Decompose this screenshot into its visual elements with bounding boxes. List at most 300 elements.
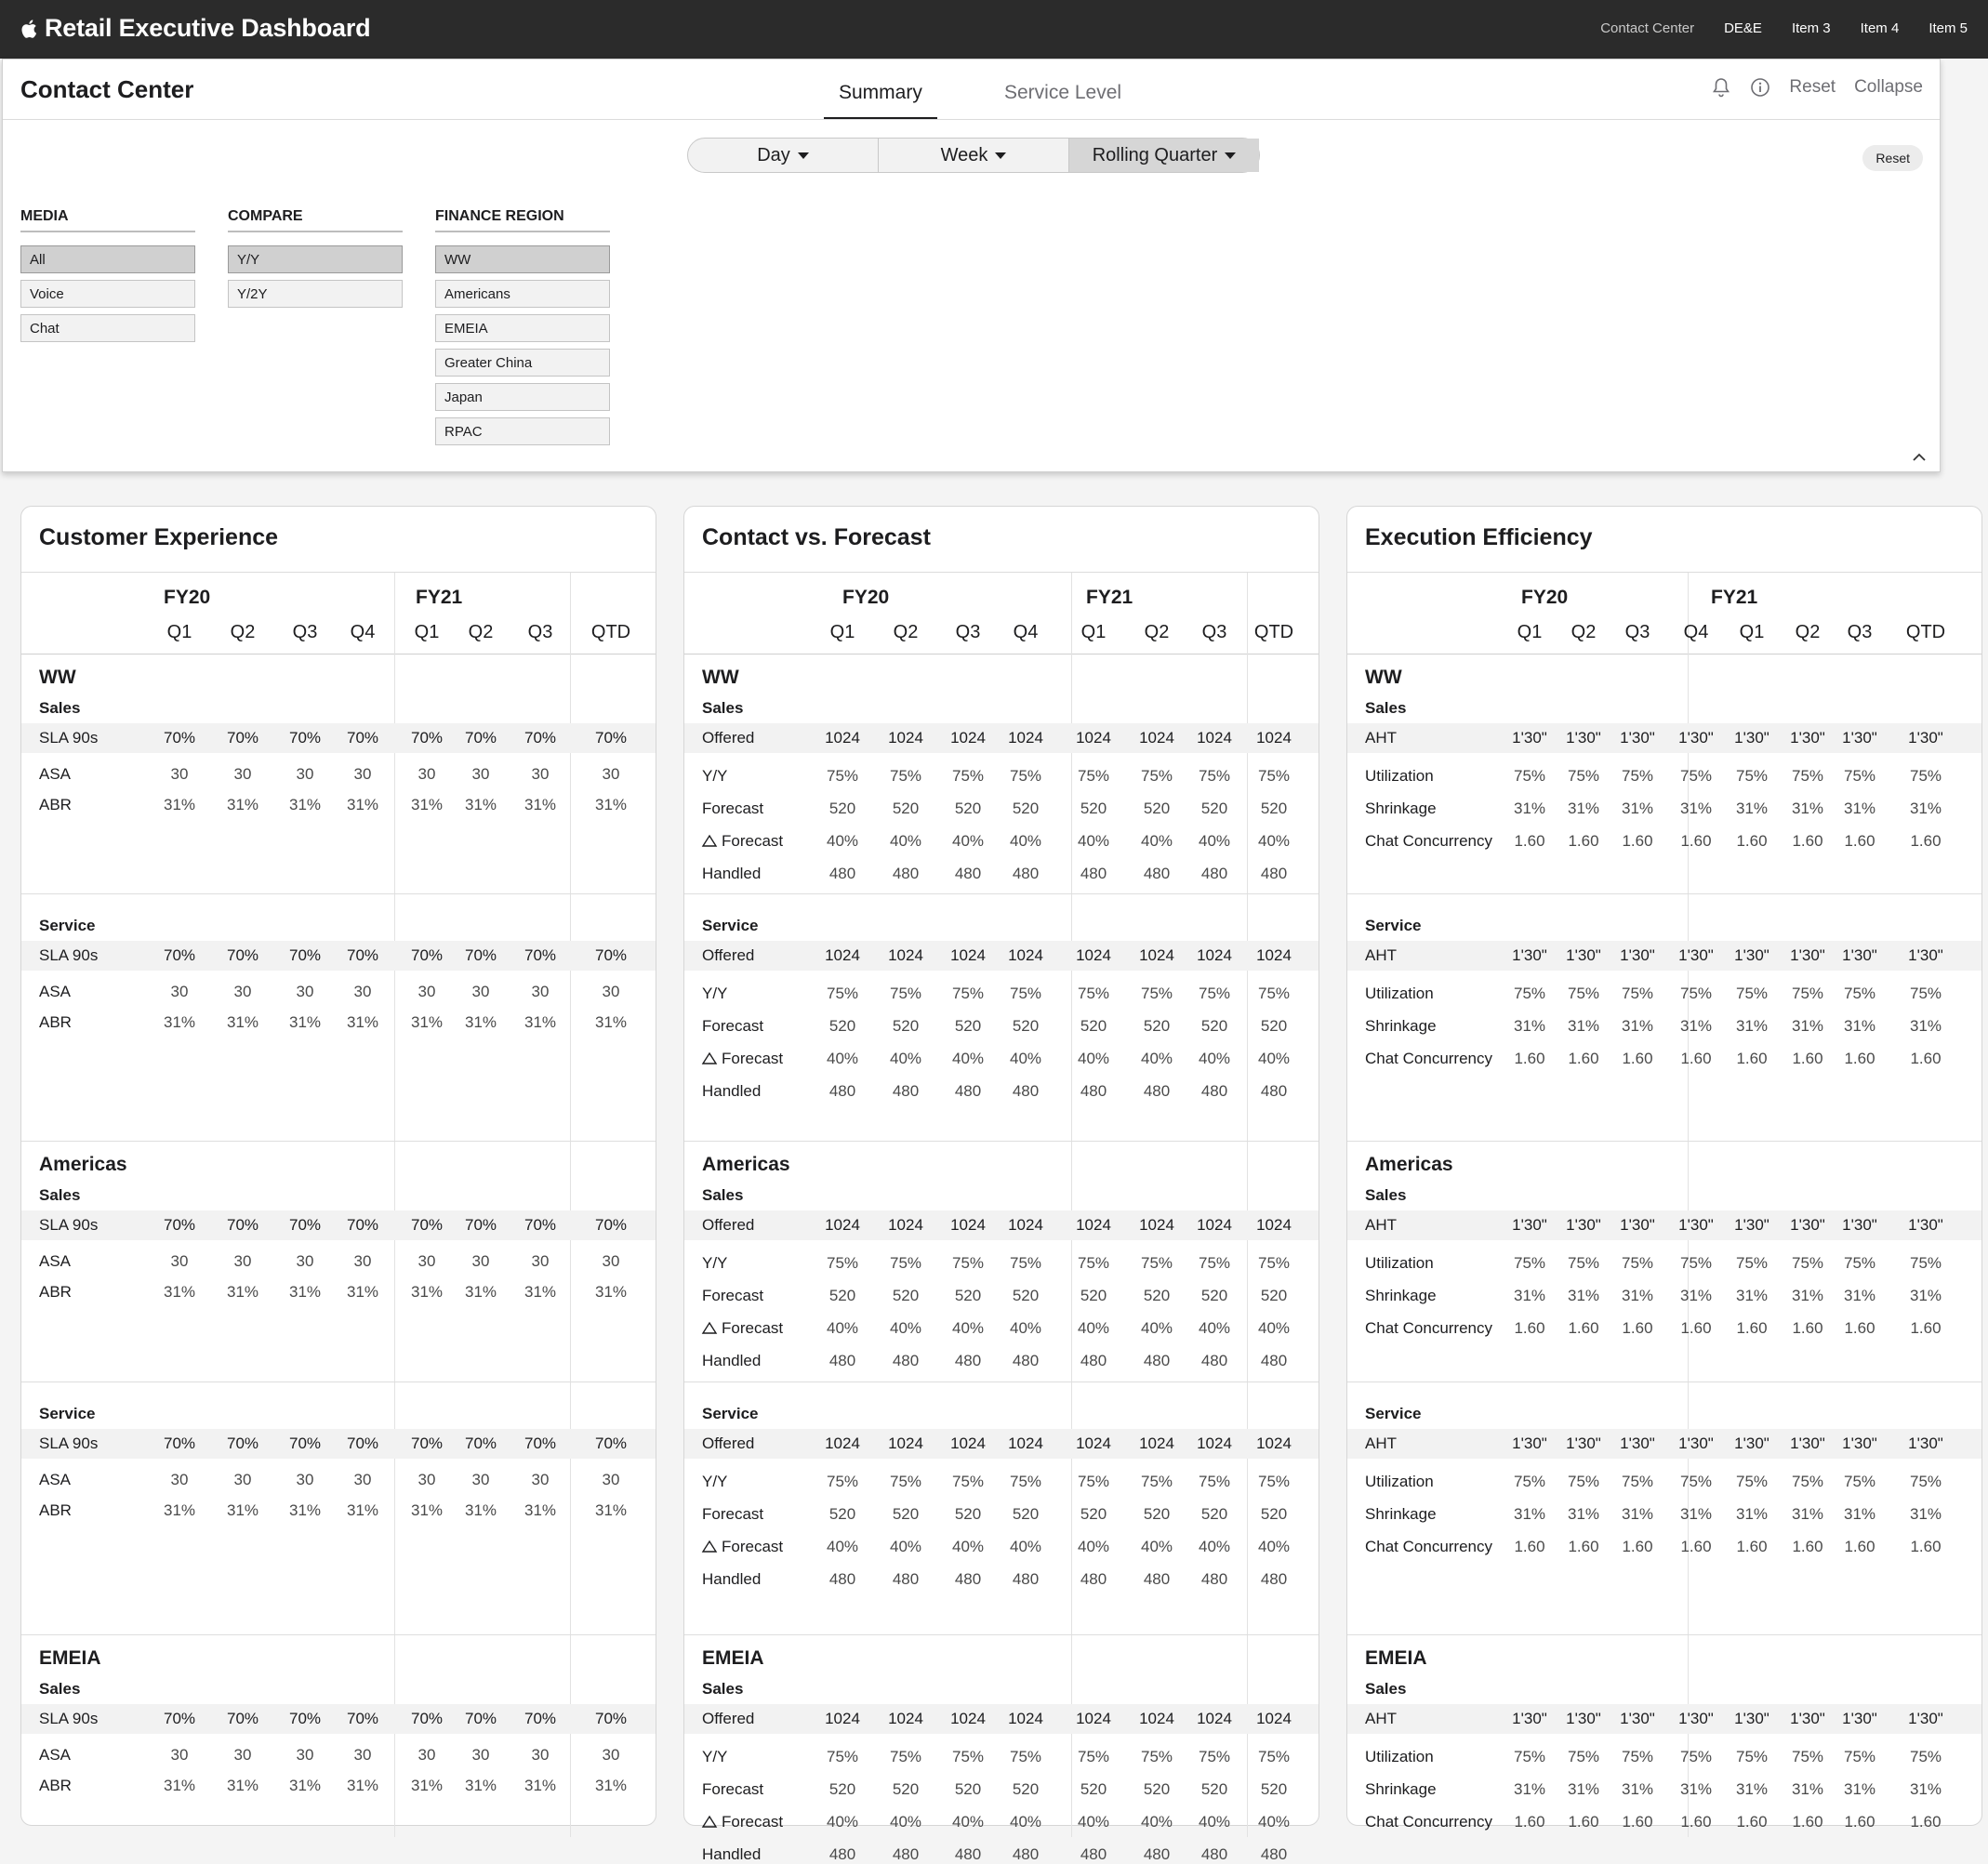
row-label: Handled [702,1570,762,1588]
reset-button[interactable]: Reset [1862,145,1923,171]
table-cell: 75% [1257,767,1291,785]
row-label: Handled [702,865,762,882]
row-label: Utilization [1365,1473,1434,1490]
table-cell: 30 [170,765,189,783]
filter-option[interactable]: Japan [435,383,610,411]
table-cell: 520 [892,1017,920,1035]
collapse-link[interactable]: Collapse [1854,77,1923,97]
table-cell: 31% [1909,1287,1942,1304]
table-cell: 1.60 [1792,1813,1823,1831]
delta-icon [702,835,717,847]
table-cell: 520 [1143,1287,1171,1304]
table-cell: 1024 [1256,1434,1292,1452]
table-cell: 520 [1260,1287,1288,1304]
table-cell: 1'30" [1842,1710,1877,1727]
table-cell: 75% [1009,1748,1042,1765]
row-label: Offered [702,1434,755,1452]
period-week[interactable] [879,139,1069,172]
table-cell: 1024 [1076,1216,1111,1234]
section-divider [1347,1634,1981,1635]
quarter-header: Q2 [1795,622,1821,642]
table-cell: 1024 [888,1710,923,1727]
table-cell: 31% [524,1501,557,1519]
subsection-heading: Sales [1365,1186,1407,1204]
apple-logo-icon [20,19,37,39]
table-cell: 30 [602,765,620,783]
table-cell: 30 [417,1471,436,1488]
table-cell: 1.60 [1844,832,1875,850]
table-cell: 1'30" [1790,1216,1825,1234]
filter-option[interactable]: Chat [20,314,195,342]
table-cell: 31% [1567,800,1600,817]
table-cell: 31% [346,796,379,813]
quarter-header: QTD [1253,622,1294,642]
table-cell: 1'30" [1512,1434,1547,1452]
table-cell: 1'30" [1512,1216,1547,1234]
table-cell: 480 [1200,1570,1228,1588]
row-label: ASA [39,1252,72,1270]
table-cell: 75% [1735,1473,1769,1490]
row-label: Offered [702,1216,755,1234]
nav-item-5[interactable]: Item 5 [1928,20,1968,36]
table-cell: 1024 [950,1216,986,1234]
table-cell: 520 [1143,1505,1171,1523]
table-cell: 31% [1843,1287,1876,1304]
table-cell: 520 [1200,800,1228,817]
table-cell: 520 [1260,1017,1288,1035]
table-cell: 70% [410,1710,444,1727]
table-cell: 31% [524,796,557,813]
table-cell: 520 [1012,1017,1040,1035]
table-cell: 520 [828,1780,856,1798]
table-cell: 40% [1077,1538,1110,1555]
table-cell: 75% [1513,1473,1546,1490]
nav-item-3[interactable]: Item 3 [1791,20,1831,36]
quarter-header: Q1 [1517,622,1543,642]
table-cell: 520 [1200,1017,1228,1035]
table-cell: 520 [954,1505,982,1523]
subsection-heading: Service [1365,917,1422,934]
table-cell: 40% [1198,1538,1231,1555]
table-cell: 1024 [1139,729,1174,747]
table-cell: 75% [1735,767,1769,785]
table-cell: 75% [951,985,985,1002]
table-cell: 40% [1077,1813,1110,1831]
table-cell: 1.60 [1844,1538,1875,1555]
table-cell: 30 [417,983,436,1000]
table-cell: 1024 [1256,1710,1292,1727]
table-cell: 31% [1791,1505,1824,1523]
tab-service-level[interactable]: Service Level [1004,82,1122,103]
table-cell: 70% [163,1216,196,1234]
table-cell: 30 [170,1252,189,1270]
row-label: Offered [702,946,755,964]
table-cell: 480 [1143,1352,1171,1369]
table-cell: 31% [1735,1505,1769,1523]
row-label: Chat Concurrency [1365,832,1493,850]
row-label: Utilization [1365,985,1434,1002]
table-cell: 1024 [1008,1434,1043,1452]
table-cell: 1024 [888,1216,923,1234]
table-cell: 40% [951,1538,985,1555]
row-label [702,1319,783,1338]
row-label: Shrinkage [1365,1017,1437,1035]
table-cell: 40% [1009,1538,1042,1555]
page-title: Contact Center [20,75,194,103]
table-cell: 31% [288,1501,322,1519]
table-cell: 1024 [1076,729,1111,747]
table-cell: 40% [1009,1050,1042,1067]
table-cell: 30 [531,1471,550,1488]
table-cell: 30 [471,1746,490,1764]
table-cell: 70% [226,1216,259,1234]
table-cell: 480 [954,1570,982,1588]
bell-icon[interactable] [1711,77,1731,98]
table-cell: 1'30" [1790,1434,1825,1452]
row-label: ABR [39,1283,72,1301]
table-cell: 75% [1621,767,1654,785]
table-cell: 1'30" [1620,946,1655,964]
top-nav [1571,20,1968,36]
table-cell: 30 [233,1746,252,1764]
table-cell: 75% [889,1473,922,1490]
table-cell: 1'30" [1908,1434,1943,1452]
table-cell: 1'30" [1620,1434,1655,1452]
card-customer-experience [20,506,656,1826]
table-cell: 1024 [1197,946,1232,964]
table-cell: 31% [288,1777,322,1794]
table-cell: 70% [594,729,628,747]
table-cell: 31% [1735,1017,1769,1035]
table-cell: 480 [1012,1352,1040,1369]
nav-item-dee[interactable]: DE&E [1724,20,1762,36]
quarter-header: Q3 [1847,622,1873,642]
table-cell: 1.60 [1568,832,1599,850]
table-cell: 70% [226,946,259,964]
quarter-header: Q2 [230,622,256,642]
table-cell: 1'30" [1908,946,1943,964]
table-cell: 31% [226,796,259,813]
subsection-heading: Sales [39,699,81,717]
table-cell: 1024 [950,1710,986,1727]
table-cell: 480 [1260,1352,1288,1369]
table-cell: 70% [288,946,322,964]
table-cell: 75% [1621,1473,1654,1490]
row-label: Y/Y [702,1748,728,1765]
row-label: Forecast [702,1287,764,1304]
period-selector [687,138,1260,173]
table-cell: 480 [1012,1082,1040,1100]
table-cell: 1024 [1256,1216,1292,1234]
table-cell: 30 [353,1471,372,1488]
table-cell: 520 [1080,1780,1107,1798]
filter-option[interactable]: Greater China [435,349,610,377]
reset-link[interactable]: Reset [1789,77,1836,97]
row-label: Shrinkage [1365,800,1437,817]
table-cell: 1.60 [1622,1538,1653,1555]
table-cell: 70% [410,1434,444,1452]
table-cell: 1024 [1008,946,1043,964]
table-cell: 30 [233,983,252,1000]
section-divider [21,1381,656,1382]
subsection-heading: Service [39,917,96,934]
table-cell: 30 [353,765,372,783]
table-cell: 30 [353,1252,372,1270]
card-title: Customer Experience [39,524,279,550]
table-cell: 480 [828,1082,856,1100]
filter-option[interactable]: EMEIA [435,314,610,342]
subsection-heading: Service [702,917,759,934]
quarter-header: Q1 [1739,622,1765,642]
table-cell: 1'30" [1908,1710,1943,1727]
table-cell: 75% [826,1748,859,1765]
table-cell: 40% [1077,832,1110,850]
filter-option[interactable]: All [20,245,195,273]
table-cell: 520 [1080,800,1107,817]
table-cell: 480 [1080,1082,1107,1100]
row-label: Chat Concurrency [1365,1538,1493,1555]
table-cell: 520 [892,800,920,817]
section-divider [684,1381,1319,1382]
chevron-up-icon[interactable] [1912,451,1925,464]
table-cell: 1024 [1139,1216,1174,1234]
table-cell: 31% [410,1501,444,1519]
filter-option[interactable]: Y/Y [228,245,403,273]
table-cell: 70% [288,1710,322,1727]
table-cell: 75% [1909,1748,1942,1765]
table-cell: 31% [594,1013,628,1031]
row-label: Shrinkage [1365,1287,1437,1304]
table-cell: 1024 [825,1710,860,1727]
row-label: Offered [702,729,755,747]
table-cell: 520 [1012,1287,1040,1304]
table-cell: 40% [1140,1813,1173,1831]
table-cell: 520 [954,800,982,817]
table-cell: 30 [471,983,490,1000]
table-cell: 1024 [1008,729,1043,747]
caret-down-icon [798,152,809,159]
table-cell: 75% [1735,1748,1769,1765]
row-label: Forecast [702,800,764,817]
caret-down-icon [995,152,1006,159]
table-cell: 1024 [950,946,986,964]
table-cell: 31% [1567,1017,1600,1035]
table-cell: 1024 [825,1434,860,1452]
table-cell: 1.60 [1680,1538,1712,1555]
table-cell: 75% [1909,985,1942,1002]
table-cell: 31% [1735,1780,1769,1798]
table-cell: 75% [1198,985,1231,1002]
table-cell: 1.60 [1514,1813,1545,1831]
table-cell: 31% [288,1283,322,1301]
card-title: Execution Efficiency [1365,524,1593,550]
table-cell: 70% [594,946,628,964]
quarter-header: Q2 [468,622,494,642]
table-cell: 480 [1012,1570,1040,1588]
period-rolling-quarter[interactable] [1069,139,1259,172]
table-cell: 1024 [1076,1710,1111,1727]
table-cell: 31% [1791,1287,1824,1304]
table-cell: 480 [892,865,920,882]
table-cell: 31% [346,1777,379,1794]
row-label-text: Forecast [722,1050,784,1067]
row-label: Utilization [1365,767,1434,785]
table-cell: 75% [1513,1254,1546,1272]
table-cell: 1024 [1139,946,1174,964]
table-cell: 31% [1791,800,1824,817]
table-cell: 520 [1080,1505,1107,1523]
table-cell: 1.60 [1622,1813,1653,1831]
table-cell: 480 [1200,1845,1228,1863]
table-cell: 31% [226,1283,259,1301]
filter-label: FINANCE REGION [435,208,610,232]
table-cell: 75% [1843,1748,1876,1765]
table-cell: 30 [296,1252,314,1270]
info-icon[interactable] [1750,77,1770,98]
table-cell: 480 [828,1570,856,1588]
table-cell: 40% [1140,832,1173,850]
filter-option[interactable]: Americans [435,280,610,308]
table-cell: 1'30" [1566,729,1601,747]
table-cell: 1.60 [1680,1813,1712,1831]
brand[interactable] [20,14,370,43]
section-divider [1347,893,1981,894]
table-cell: 520 [1260,800,1288,817]
filter-option[interactable]: WW [435,245,610,273]
region-heading: WW [39,667,76,688]
tab-summary[interactable]: Summary [839,82,922,103]
quarter-header: Q2 [1144,622,1170,642]
region-heading: WW [702,667,739,688]
table-cell: 70% [163,729,196,747]
nav-item-contact-center[interactable]: Contact Center [1600,20,1695,36]
table-cell: 70% [524,946,557,964]
table-cell: 40% [951,832,985,850]
row-label: Forecast [702,1017,764,1035]
row-label: AHT [1365,729,1397,747]
divider [1347,572,1981,573]
filter-option[interactable]: RPAC [435,417,610,445]
table-cell: 70% [594,1216,628,1234]
table-cell: 1.60 [1622,1319,1653,1337]
quarter-header: Q1 [414,622,440,642]
table-cell: 70% [524,729,557,747]
table-cell: 1'30" [1790,729,1825,747]
table-cell: 1.60 [1910,832,1942,850]
table-cell: 31% [163,1501,196,1519]
nav-item-4[interactable]: Item 4 [1860,20,1900,36]
table-cell: 30 [531,765,550,783]
table-cell: 75% [1679,1748,1713,1765]
filter-compare [228,208,403,314]
table-cell: 40% [1009,832,1042,850]
fiscal-year-header: FY21 [1086,587,1133,608]
table-cell: 30 [170,1746,189,1764]
table-cell: 75% [1140,1254,1173,1272]
period-day[interactable] [688,139,879,172]
table-cell: 75% [1140,767,1173,785]
table-cell: 40% [889,1050,922,1067]
table-cell: 75% [1621,1254,1654,1272]
table-cell: 31% [1621,1780,1654,1798]
table-cell: 75% [1077,767,1110,785]
row-label: ASA [39,765,72,783]
table-cell: 480 [1200,865,1228,882]
table-cell: 480 [1012,1845,1040,1863]
table-cell: 70% [346,1216,379,1234]
row-label: Chat Concurrency [1365,1050,1493,1067]
table-cell: 520 [1143,1780,1171,1798]
row-label: SLA 90s [39,1216,99,1234]
table-cell: 1.60 [1910,1538,1942,1555]
quarter-header: QTD [590,622,631,642]
divider [21,572,656,573]
table-cell: 75% [1567,985,1600,1002]
filter-option[interactable]: Y/2Y [228,280,403,308]
filter-option[interactable]: Voice [20,280,195,308]
table-cell: 75% [1791,1473,1824,1490]
table-cell: 40% [889,1813,922,1831]
table-cell: 31% [1621,800,1654,817]
table-cell: 70% [524,1434,557,1452]
table-cell: 1024 [1197,729,1232,747]
table-cell: 75% [1909,1254,1942,1272]
filter-finance-region [435,208,610,452]
table-cell: 40% [1257,832,1291,850]
table-cell: 1'30" [1678,1710,1714,1727]
table-cell: 1'30" [1566,1434,1601,1452]
table-cell: 31% [226,1013,259,1031]
table-cell: 1'30" [1908,729,1943,747]
row-label: Handled [702,1845,762,1863]
row-label: SLA 90s [39,1710,99,1727]
table-cell: 75% [1909,767,1942,785]
table-cell: 31% [163,1283,196,1301]
table-cell: 40% [1198,832,1231,850]
table-cell: 70% [226,1434,259,1452]
quarter-header: Q4 [350,622,376,642]
column-divider [570,573,571,1837]
table-cell: 75% [1077,1748,1110,1765]
caret-down-icon [1225,152,1236,159]
row-label: Y/Y [702,1254,728,1272]
table-cell: 75% [1791,985,1824,1002]
table-cell: 31% [1791,1780,1824,1798]
row-label: Shrinkage [1365,1505,1437,1523]
subsection-heading: Sales [39,1186,81,1204]
quarter-header: Q3 [292,622,318,642]
subsection-heading: Sales [702,699,744,717]
table-cell: 520 [1200,1287,1228,1304]
table-cell: 1024 [1076,1434,1111,1452]
table-cell: 1.60 [1844,1813,1875,1831]
period-day-label: Day [757,144,790,165]
table-cell: 31% [1909,1780,1942,1798]
table-cell: 31% [1621,1017,1654,1035]
table-cell: 75% [1257,985,1291,1002]
quarter-header: Q3 [527,622,553,642]
table-cell: 75% [1621,985,1654,1002]
row-label: SLA 90s [39,946,99,964]
table-cell: 480 [1260,1082,1288,1100]
table-cell: 75% [1567,1748,1600,1765]
table-cell: 1'30" [1842,729,1877,747]
table-cell: 1.60 [1568,1319,1599,1337]
table-cell: 30 [602,1746,620,1764]
quarter-header: Q1 [166,622,192,642]
quarter-header: Q3 [1624,622,1650,642]
table-cell: 30 [471,765,490,783]
